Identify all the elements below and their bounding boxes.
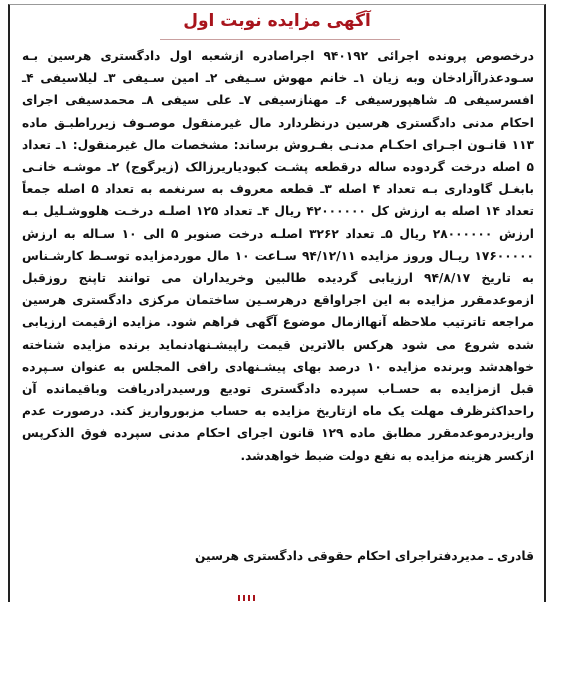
notice-signature: قادری ـ مدیردفتراجرای احکام حقوقی دادگستری هرسین [195, 549, 534, 563]
bottom-decoration [238, 595, 256, 601]
notice-frame [8, 4, 546, 602]
notice-title: آگهی مزایده نوبت اول [183, 11, 371, 31]
notice-body: درخصوص پرونده اجرائی ۹۴۰۱۹۲ اجراصادره ازشعبه اول دادگستری هرسین بـه سـودعذراآزادخان وبه زیان ۱ـ خانم مهوش سـیفی ۲ـ امین سـیفی ۳ـ لیلاسیفی ۴ـ افسرسیفی ۵ـ شاهپورسیفی ۶ـ مهنازسیفی ۷ـ علی سیفی ۸ـ محمدسیفی اجرای احکام مدنی دادگستری هرسین درنظردارد مال غیرمنقول موصـوف زیرراطبـق ماده ۱۱۳ قانـون اجـرای احکـام مدنـی بفـروش برساند: مشخصات مال غیرمنقول: ۱ـ تعداد ۵ اصله درخت گردوده ساله درقطعه پشـت کبودیاریرزالک (زیرگوج) ۲ـ موشـه خانـی بابغـل گاوداری بـه تعداد ۴ اصله ۳ـ قطعه معروف به سرنغمه به تعداد ۵ اصله جمعاً تعداد ۱۴ اصله به ارزش کل ۴۲۰۰۰۰۰۰ ریال ۴ـ تعداد ۱۲۵ اصلـه درخـت هلووشـلیل بـه ارزش ۲۸۰۰۰۰۰۰ ریال ۵ـ تعداد ۳۲۶۲ اصلـه درخت صنوبر ۵ الی ۱۰ سـاله به ارزش ۱۷۶۰۰۰۰۰ ریـال وروز مزایده ۹۴/۱۲/۱۱ سـاعت ۱۰ مال موردمزایده توسـط کارشـناس به تاریخ ۹۴/۸/۱۷ ارزیابی گردیده طالبین وخریداران می توانند تاپنج روزقبل ازموعدمقرر مزایده به این اجراواقع درهرسـین ساختمان مرکزی دادگستری هرسین مراجعه تاترتیب ملاحظه آنهاازمال موضوع آگهی فراهم شود. مزایده ازقیمت ارزیابی شده شروع می شود هرکس بالاترین قیمت راپیشـنهادنماید برنده مزایده شناخته خواهدشد وبرنده مزایده ۱۰ درصد بهای پیشـنهادی رافی المجلس به عنوان سـپرده قبل ازمزایده به حسـاب سپرده دادگستری تودیع ورسیدرادریافت وباقیمانده آن راحداکثرظرف مهلت یک ماه ازتاریخ مزایده به حساب مزبورواریز کند. درصورت عدم واریزدرموعدمقرر مطابق ماده ۱۲۹ قانون اجرای احکام مدنی سپرده فوق الذکرپس ازکسر هزینه مزایده به نفع دولت ضبط خواهدشد. [22, 49, 535, 463]
title-divider [160, 39, 400, 40]
